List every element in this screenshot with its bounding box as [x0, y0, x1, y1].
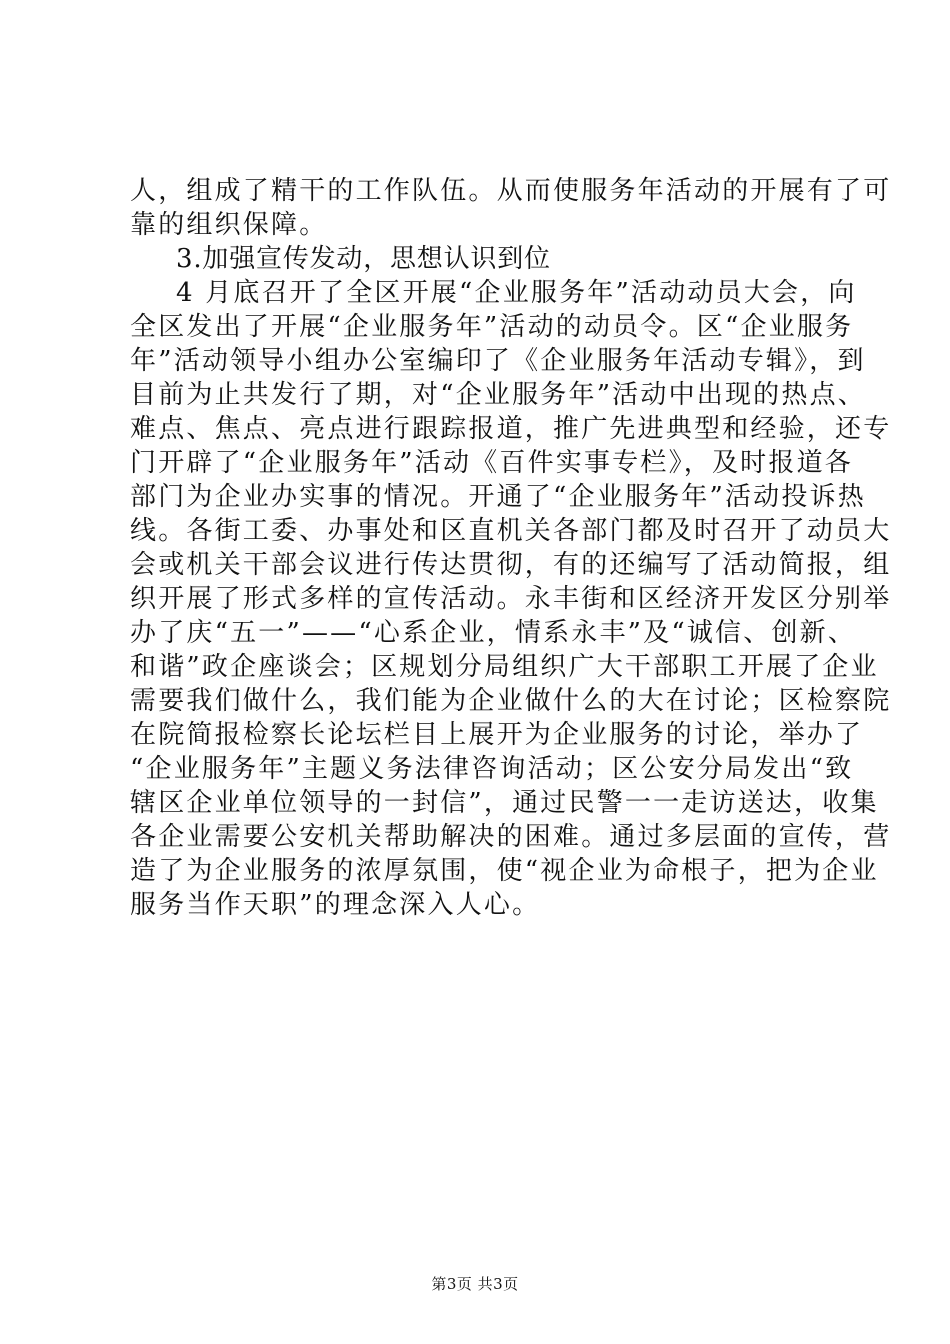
paragraph-line: 4 月底召开了全区开展“企业服务年”活动动员大会，向 — [176, 278, 857, 308]
paragraph-line: 全区发出了开展“企业服务年”活动的动员令。区“企业服务 — [130, 312, 854, 342]
page-footer: 第3页 共3页 — [431, 1275, 519, 1293]
paragraph-line: 人，组成了精干的工作队伍。从而使服务年活动的开展有了可 — [130, 176, 892, 206]
paragraph-line: 和谐”政企座谈会；区规划分局组织广大干部职工开展了企业 — [130, 652, 879, 682]
paragraph-line: 年”活动领导小组办公室编印了《企业服务年活动专辑》，到 — [130, 346, 866, 376]
section-heading: 3.加强宣传发动，思想认识到位 — [176, 244, 551, 274]
paragraph-line: 目前为止共发行了期，对“企业服务年”活动中出现的热点、 — [130, 380, 866, 410]
paragraph-line: 线。各街工委、办事处和区直机关各部门都及时召开了动员大 — [130, 516, 892, 546]
paragraph-line: 靠的组织保障。 — [130, 210, 328, 240]
paragraph-line: 在院简报检察长论坛栏目上展开为企业服务的讨论，举办了 — [130, 720, 864, 750]
paragraph-line: 会或机关干部会议进行传达贯彻，有的还编写了活动简报，组 — [130, 550, 892, 580]
paragraph-line: 需要我们做什么，我们能为企业做什么的大在讨论；区检察院 — [130, 686, 892, 716]
paragraph-line: 织开展了形式多样的宣传活动。永丰街和区经济开发区分别举 — [130, 584, 892, 614]
body-text — [130, 174, 892, 922]
paragraph-line: 服务当作天职”的理念深入人心。 — [130, 890, 541, 920]
paragraph-line: 部门为企业办实事的情况。开通了“企业服务年”活动投诉热 — [130, 482, 866, 512]
paragraph-line: 造了为企业服务的浓厚氛围，使“视企业为命根子，把为企业 — [130, 856, 879, 886]
paragraph-line: “企业服务年”主题义务法律咨询活动；区公安分局发出“致 — [130, 754, 854, 784]
paragraph-line: 辖区企业单位领导的一封信”，通过民警一一走访送达，收集 — [130, 788, 879, 818]
paragraph-line: 各企业需要公安机关帮助解决的困难。通过多层面的宣传，营 — [130, 822, 892, 852]
paragraph-line: 门开辟了“企业服务年”活动《百件实事专栏》，及时报道各 — [130, 448, 853, 478]
paragraph-line: 难点、焦点、亮点进行跟踪报道，推广先进典型和经验，还专 — [130, 414, 892, 444]
paragraph-line: 办了庆“五一”——“心系企业，情系永丰”及“诚信、创新、 — [130, 618, 857, 648]
